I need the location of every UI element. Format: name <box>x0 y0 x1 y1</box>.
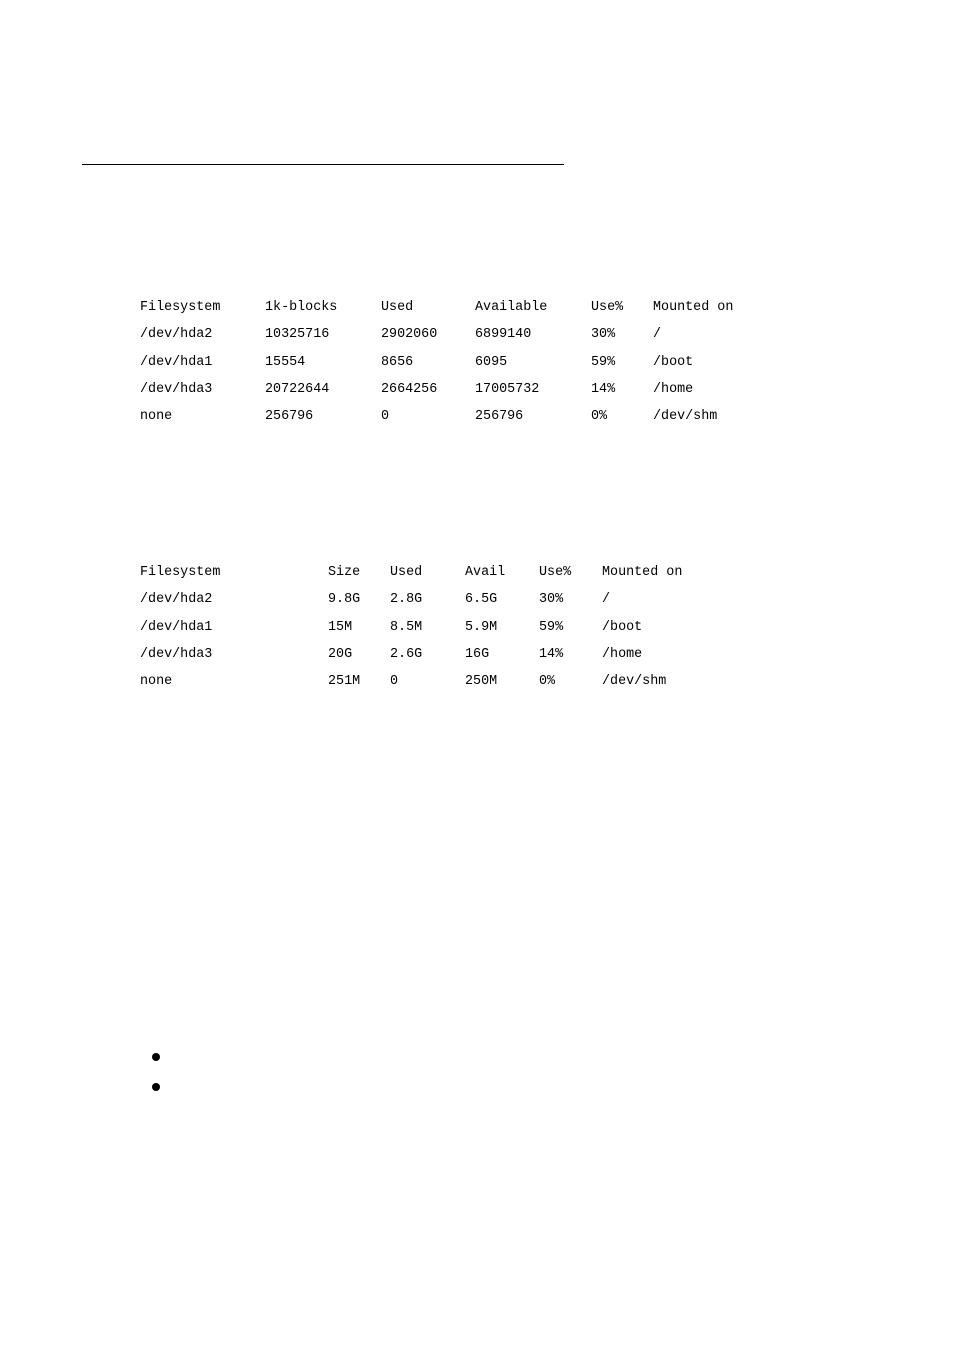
cell-used: 2.6G <box>390 646 423 662</box>
cell-avail: 250M <box>465 674 498 690</box>
cell-mounted-on: /dev/shm <box>602 674 667 690</box>
cell-1k-blocks: 15554 <box>265 354 306 370</box>
table-row <box>140 641 643 668</box>
cell-avail: 5.9M <box>465 619 498 635</box>
cell-used: 0 <box>381 409 390 425</box>
cell-1k-blocks: 256796 <box>265 409 314 425</box>
cell-size: 20G <box>328 646 353 662</box>
bullet-point <box>152 1083 160 1091</box>
cell-mounted-on: /boot <box>602 619 643 635</box>
cell-mounted-on: / <box>653 327 662 343</box>
header-used: Used <box>390 565 423 580</box>
header-size: Size <box>328 565 361 580</box>
header-use-percent: Use% <box>539 565 572 580</box>
cell-used: 2902060 <box>381 327 438 343</box>
header-mounted-on: Mounted on <box>602 565 683 580</box>
cell-use-percent: 30% <box>539 592 564 608</box>
header-available: Available <box>475 300 548 315</box>
cell-size: 9.8G <box>328 592 361 608</box>
table-row <box>140 668 667 695</box>
table-row <box>140 403 718 430</box>
header-used: Used <box>381 300 414 315</box>
cell-use-percent: 30% <box>591 327 616 343</box>
cell-filesystem: /dev/hda2 <box>140 327 213 343</box>
table-row <box>140 614 643 641</box>
cell-available: 6095 <box>475 354 508 370</box>
cell-filesystem: none <box>140 409 173 425</box>
table-header-row <box>140 294 734 321</box>
cell-used: 8.5M <box>390 619 423 635</box>
header-mounted-on: Mounted on <box>653 300 734 315</box>
table-row <box>140 321 662 348</box>
cell-size: 15M <box>328 619 353 635</box>
table-row <box>140 586 611 613</box>
cell-mounted-on: /home <box>653 381 694 397</box>
cell-mounted-on: / <box>602 592 611 608</box>
cell-avail: 16G <box>465 646 490 662</box>
cell-available: 17005732 <box>475 381 540 397</box>
cell-avail: 6.5G <box>465 592 498 608</box>
table-row <box>140 349 694 376</box>
cell-mounted-on: /dev/shm <box>653 409 718 425</box>
cell-1k-blocks: 10325716 <box>265 327 330 343</box>
cell-available: 6899140 <box>475 327 532 343</box>
header-filesystem: Filesystem <box>140 300 221 315</box>
cell-used: 8656 <box>381 354 414 370</box>
bullet-point <box>152 1053 160 1061</box>
table-row <box>140 376 694 403</box>
cell-filesystem: /dev/hda1 <box>140 619 213 635</box>
df-1k-blocks-table <box>140 294 734 430</box>
cell-filesystem: none <box>140 674 173 690</box>
cell-filesystem: /dev/hda3 <box>140 381 213 397</box>
header-avail: Avail <box>465 565 506 580</box>
cell-use-percent: 14% <box>591 381 616 397</box>
cell-use-percent: 0% <box>539 674 556 690</box>
header-use-percent: Use% <box>591 300 624 315</box>
cell-mounted-on: /home <box>602 646 643 662</box>
cell-use-percent: 59% <box>591 354 616 370</box>
cell-use-percent: 0% <box>591 409 608 425</box>
cell-filesystem: /dev/hda3 <box>140 646 213 662</box>
cell-used: 2.8G <box>390 592 423 608</box>
table-header-row <box>140 559 683 586</box>
cell-available: 256796 <box>475 409 524 425</box>
horizontal-rule <box>82 164 564 165</box>
header-filesystem: Filesystem <box>140 565 221 580</box>
cell-mounted-on: /boot <box>653 354 694 370</box>
cell-use-percent: 59% <box>539 619 564 635</box>
cell-use-percent: 14% <box>539 646 564 662</box>
cell-1k-blocks: 20722644 <box>265 381 330 397</box>
header-1k-blocks: 1k-blocks <box>265 300 338 315</box>
cell-filesystem: /dev/hda2 <box>140 592 213 608</box>
df-human-readable-table <box>140 559 683 695</box>
cell-size: 251M <box>328 674 361 690</box>
cell-used: 2664256 <box>381 381 438 397</box>
cell-used: 0 <box>390 674 399 690</box>
cell-filesystem: /dev/hda1 <box>140 354 213 370</box>
